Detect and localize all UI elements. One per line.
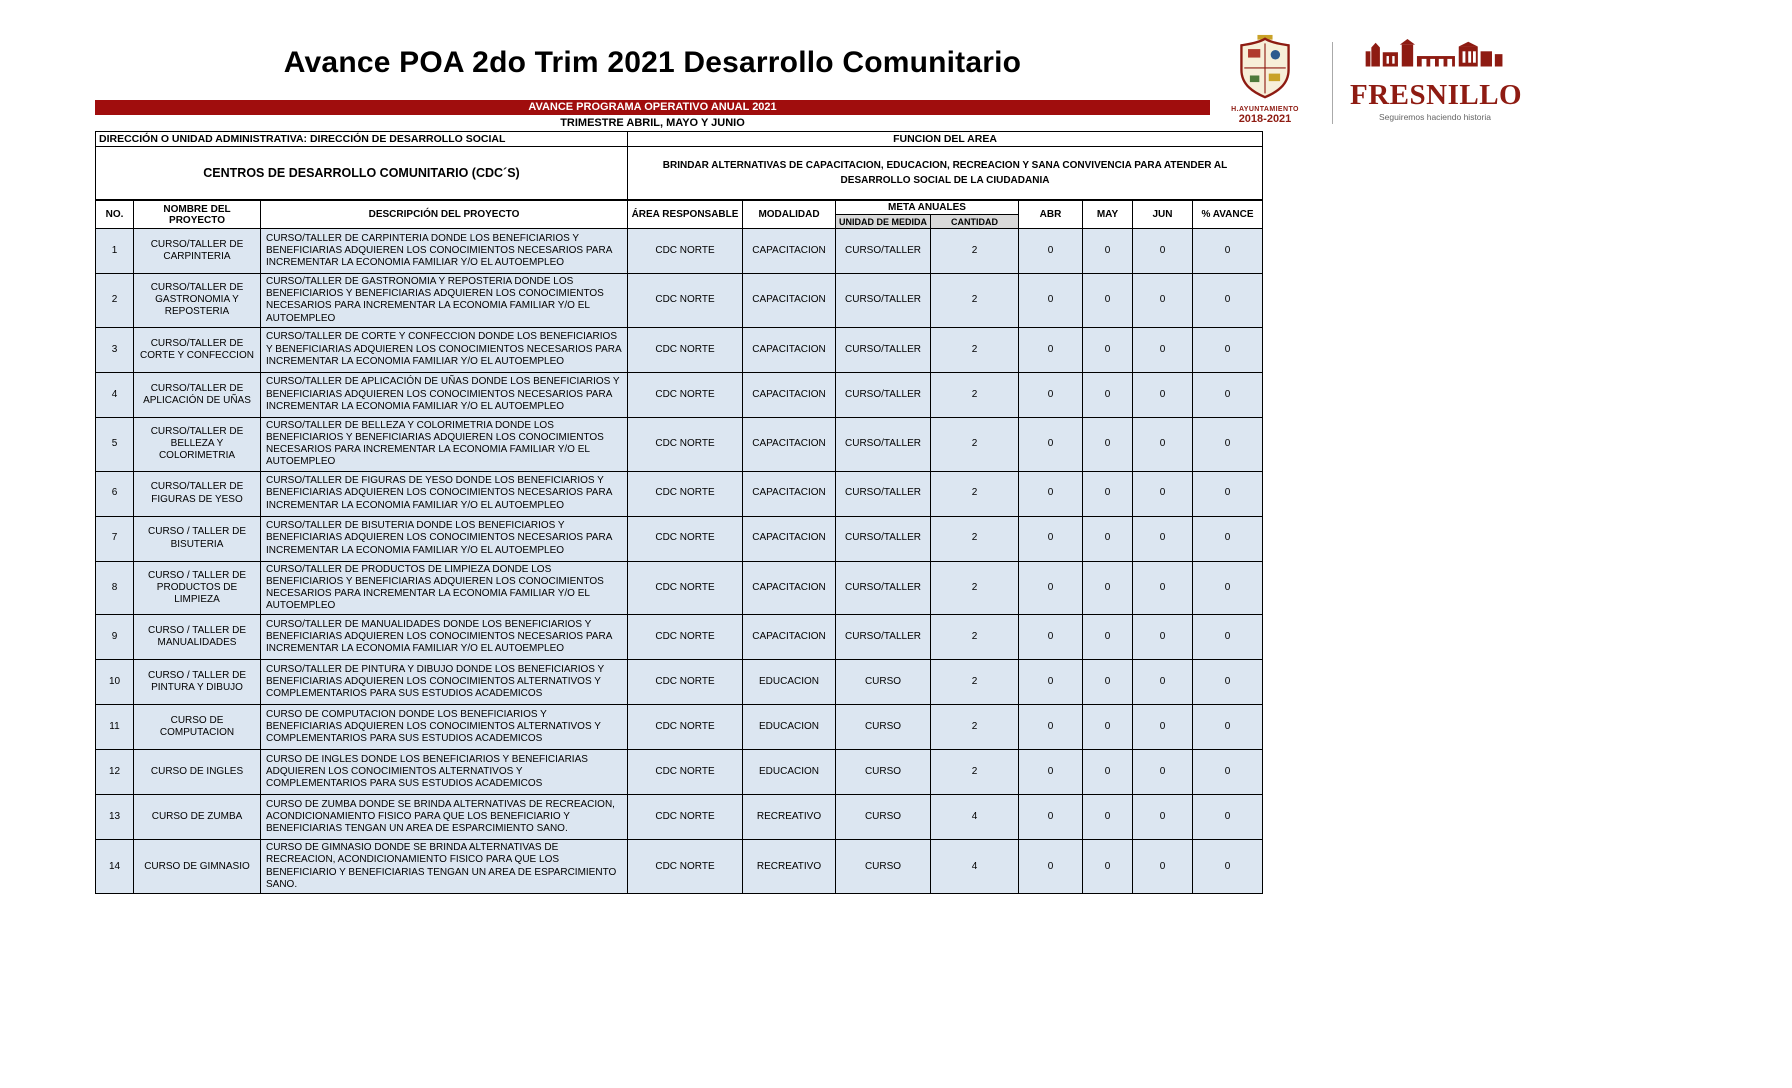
city-skyline-icon xyxy=(1360,63,1510,80)
cell-jun: 0 xyxy=(1133,615,1193,660)
cell-descripcion: CURSO/TALLER DE MANUALIDADES DONDE LOS BENEFICIARIOS Y BENEFICIARIAS ADQUIEREN LOS CONOCIMIENTOS NECESARIOS PARA INCREMENTAR LA ECONOMIA FAMILIAR Y/O EL AUTOEMPLEO xyxy=(261,615,628,660)
cell-avance: 0 xyxy=(1193,417,1263,471)
cell-descripcion: CURSO/TALLER DE PRODUCTOS DE LIMPIEZA DONDE LOS BENEFICIARIOS Y BENEFICIARIAS ADQUIEREN LOS CONOCIMIENTOS NECESARIOS PARA INCREMENTAR LA ECONOMIA FAMILIAR Y/O EL AUTOEMPLEO xyxy=(261,561,628,615)
cell-avance: 0 xyxy=(1193,705,1263,750)
cell-modalidad: CAPACITACION xyxy=(743,417,836,471)
cell-may: 0 xyxy=(1083,795,1133,840)
col-header-nombre: NOMBRE DEL PROYECTO xyxy=(134,201,261,229)
table-row xyxy=(96,705,1263,750)
ayuntamiento-label: H.AYUNTAMIENTO xyxy=(1231,106,1299,113)
table-row xyxy=(96,750,1263,795)
table-row xyxy=(96,516,1263,561)
cell-no: 4 xyxy=(96,372,134,417)
cell-abr: 0 xyxy=(1019,840,1083,894)
direccion-label: DIRECCIÓN O UNIDAD ADMINISTRATIVA: DIRECCIÓN DE DESARROLLO SOCIAL xyxy=(96,132,628,147)
cell-modalidad: EDUCACION xyxy=(743,660,836,705)
col-header-meta: META ANUALES xyxy=(836,201,1019,215)
cell-avance: 0 xyxy=(1193,750,1263,795)
col-header-no: NO. xyxy=(96,201,134,229)
cell-nombre: CURSO/TALLER DE GASTRONOMIA Y REPOSTERIA xyxy=(134,274,261,328)
cell-unidad: CURSO/TALLER xyxy=(836,372,931,417)
cell-cantidad: 2 xyxy=(931,561,1019,615)
col-header-modalidad: MODALIDAD xyxy=(743,201,836,229)
cell-may: 0 xyxy=(1083,372,1133,417)
cell-may: 0 xyxy=(1083,840,1133,894)
cell-unidad: CURSO xyxy=(836,660,931,705)
cell-may: 0 xyxy=(1083,471,1133,516)
cell-no: 13 xyxy=(96,795,134,840)
cell-abr: 0 xyxy=(1019,229,1083,274)
cell-nombre: CURSO/TALLER DE APLICACIÓN DE UÑAS xyxy=(134,372,261,417)
cell-cantidad: 2 xyxy=(931,417,1019,471)
cell-jun: 0 xyxy=(1133,660,1193,705)
cell-modalidad: EDUCACION xyxy=(743,705,836,750)
projects-table xyxy=(95,200,1263,894)
cell-nombre: CURSO/TALLER DE CARPINTERIA xyxy=(134,229,261,274)
cell-avance: 0 xyxy=(1193,327,1263,372)
cell-jun: 0 xyxy=(1133,705,1193,750)
cell-cantidad: 2 xyxy=(931,372,1019,417)
table-row xyxy=(96,840,1263,894)
cell-jun: 0 xyxy=(1133,327,1193,372)
cell-avance: 0 xyxy=(1193,372,1263,417)
cell-unidad: CURSO/TALLER xyxy=(836,417,931,471)
cell-cantidad: 2 xyxy=(931,274,1019,328)
col-header-avance: % AVANCE xyxy=(1193,201,1263,229)
cell-cantidad: 2 xyxy=(931,615,1019,660)
trimester-subtitle: TRIMESTRE ABRIL, MAYO Y JUNIO xyxy=(560,117,745,129)
info-table xyxy=(95,131,1263,200)
cell-cantidad: 2 xyxy=(931,229,1019,274)
cell-descripcion: CURSO/TALLER DE CORTE Y CONFECCION DONDE LOS BENEFICIARIOS Y BENEFICIARIAS ADQUIEREN LOS CONOCIMIENTOS NECESARIOS PARA INCREMENTAR LA ECONOMIA FAMILIAR Y/O EL AUTOEMPLEO xyxy=(261,327,628,372)
cell-no: 1 xyxy=(96,229,134,274)
cell-abr: 0 xyxy=(1019,471,1083,516)
cell-abr: 0 xyxy=(1019,516,1083,561)
cell-area: CDC NORTE xyxy=(628,750,743,795)
cell-cantidad: 2 xyxy=(931,660,1019,705)
cell-nombre: CURSO / TALLER DE MANUALIDADES xyxy=(134,615,261,660)
cell-area: CDC NORTE xyxy=(628,660,743,705)
cell-avance: 0 xyxy=(1193,615,1263,660)
cell-area: CDC NORTE xyxy=(628,795,743,840)
cell-area: CDC NORTE xyxy=(628,327,743,372)
cell-may: 0 xyxy=(1083,229,1133,274)
cell-no: 11 xyxy=(96,705,134,750)
logo-divider xyxy=(1332,42,1333,124)
cell-jun: 0 xyxy=(1133,471,1193,516)
col-header-descripcion: DESCRIPCIÓN DEL PROYECTO xyxy=(261,201,628,229)
cell-abr: 0 xyxy=(1019,417,1083,471)
cell-unidad: CURSO/TALLER xyxy=(836,561,931,615)
cell-nombre: CURSO / TALLER DE BISUTERIA xyxy=(134,516,261,561)
cell-unidad: CURSO/TALLER xyxy=(836,471,931,516)
cell-may: 0 xyxy=(1083,561,1133,615)
table-row xyxy=(96,795,1263,840)
cell-area: CDC NORTE xyxy=(628,516,743,561)
cell-may: 0 xyxy=(1083,750,1133,795)
table-row xyxy=(96,561,1263,615)
cell-descripcion: CURSO/TALLER DE GASTRONOMIA Y REPOSTERIA DONDE LOS BENEFICIARIOS Y BENEFICIARIAS ADQUIEREN LOS CONOCIMIENTOS NECESARIOS PARA INCREMENTAR LA ECONOMIA FAMILIAR Y/O EL AUTOEMPLEO xyxy=(261,274,628,328)
cell-nombre: CURSO/TALLER DE FIGURAS DE YESO xyxy=(134,471,261,516)
cell-nombre: CURSO DE INGLES xyxy=(134,750,261,795)
cell-may: 0 xyxy=(1083,274,1133,328)
col-header-may: MAY xyxy=(1083,201,1133,229)
cell-no: 14 xyxy=(96,840,134,894)
area-name: CENTROS DE DESARROLLO COMUNITARIO (CDC´S) xyxy=(96,147,628,200)
cell-avance: 0 xyxy=(1193,229,1263,274)
cell-jun: 0 xyxy=(1133,516,1193,561)
cell-descripcion: CURSO/TALLER DE FIGURAS DE YESO DONDE LOS BENEFICIARIOS Y BENEFICIARIAS ADQUIEREN LOS CONOCIMIENTOS NECESARIOS PARA INCREMENTAR LA ECONOMIA FAMILIAR Y/O EL AUTOEMPLEO xyxy=(261,471,628,516)
table-row xyxy=(96,229,1263,274)
cell-jun: 0 xyxy=(1133,274,1193,328)
cell-descripcion: CURSO DE ZUMBA DONDE SE BRINDA ALTERNATIVAS DE RECREACION, ACONDICIONAMIENTO FISICO PARA QUE LOS BENEFICIARIO Y BENEFICIARIAS TENGAN UN AREA DE ESPARCIMIENTO SANO. xyxy=(261,795,628,840)
cell-area: CDC NORTE xyxy=(628,561,743,615)
cell-modalidad: CAPACITACION xyxy=(743,471,836,516)
cell-area: CDC NORTE xyxy=(628,840,743,894)
cell-no: 3 xyxy=(96,327,134,372)
cell-unidad: CURSO xyxy=(836,840,931,894)
cell-cantidad: 2 xyxy=(931,327,1019,372)
cell-cantidad: 4 xyxy=(931,840,1019,894)
cell-unidad: CURSO/TALLER xyxy=(836,516,931,561)
cell-jun: 0 xyxy=(1133,750,1193,795)
cell-no: 2 xyxy=(96,274,134,328)
cell-nombre: CURSO DE ZUMBA xyxy=(134,795,261,840)
cell-no: 10 xyxy=(96,660,134,705)
cell-unidad: CURSO xyxy=(836,750,931,795)
cell-no: 8 xyxy=(96,561,134,615)
cell-nombre: CURSO DE GIMNASIO xyxy=(134,840,261,894)
table-row xyxy=(96,274,1263,328)
cell-jun: 0 xyxy=(1133,561,1193,615)
cell-avance: 0 xyxy=(1193,660,1263,705)
cell-descripcion: CURSO/TALLER DE PINTURA Y DIBUJO DONDE LOS BENEFICIARIOS Y BENEFICIARIAS ADQUIEREN LOS CONOCIMIENTOS ALTERNATIVOS Y COMPLEMENTARIOS PARA SUS ESTUDIOS ACADEMICOS xyxy=(261,660,628,705)
table-row xyxy=(96,327,1263,372)
cell-abr: 0 xyxy=(1019,372,1083,417)
table-row xyxy=(96,660,1263,705)
cell-modalidad: RECREATIVO xyxy=(743,840,836,894)
cell-jun: 0 xyxy=(1133,417,1193,471)
funcion-text: BRINDAR ALTERNATIVAS DE CAPACITACION, EDUCACION, RECREACION Y SANA CONVIVENCIA PARA ATENDER AL DESARROLLO SOCIAL DE LA CIUDADANIA xyxy=(628,147,1263,200)
table-row xyxy=(96,615,1263,660)
funcion-header: FUNCION DEL AREA xyxy=(628,132,1263,147)
cell-avance: 0 xyxy=(1193,795,1263,840)
cell-area: CDC NORTE xyxy=(628,615,743,660)
cell-unidad: CURSO/TALLER xyxy=(836,274,931,328)
program-banner: AVANCE PROGRAMA OPERATIVO ANUAL 2021 xyxy=(95,100,1210,115)
cell-unidad: CURSO xyxy=(836,795,931,840)
cell-nombre: CURSO / TALLER DE PRODUCTOS DE LIMPIEZA xyxy=(134,561,261,615)
cell-modalidad: CAPACITACION xyxy=(743,372,836,417)
cell-descripcion: CURSO/TALLER DE BELLEZA Y COLORIMETRIA DONDE LOS BENEFICIARIOS Y BENEFICIARIAS ADQUIEREN LOS CONOCIMIENTOS NECESARIOS PARA INCREMENTAR LA ECONOMIA FAMILIAR Y/O EL AUTOEMPLEO xyxy=(261,417,628,471)
cell-modalidad: EDUCACION xyxy=(743,750,836,795)
cell-abr: 0 xyxy=(1019,561,1083,615)
cell-may: 0 xyxy=(1083,615,1133,660)
cell-abr: 0 xyxy=(1019,795,1083,840)
table-body xyxy=(96,229,1263,894)
cell-jun: 0 xyxy=(1133,795,1193,840)
col-header-abr: ABR xyxy=(1019,201,1083,229)
cell-abr: 0 xyxy=(1019,274,1083,328)
cell-no: 12 xyxy=(96,750,134,795)
cell-nombre: CURSO/TALLER DE CORTE Y CONFECCION xyxy=(134,327,261,372)
cell-nombre: CURSO DE COMPUTACION xyxy=(134,705,261,750)
cell-jun: 0 xyxy=(1133,372,1193,417)
cell-area: CDC NORTE xyxy=(628,705,743,750)
table-row xyxy=(96,372,1263,417)
cell-jun: 0 xyxy=(1133,840,1193,894)
cell-no: 9 xyxy=(96,615,134,660)
cell-area: CDC NORTE xyxy=(628,229,743,274)
cell-may: 0 xyxy=(1083,660,1133,705)
table-row xyxy=(96,417,1263,471)
fresnillo-wordmark: FRESNILLO xyxy=(1350,79,1523,111)
cell-descripcion: CURSO DE GIMNASIO DONDE SE BRINDA ALTERNATIVAS DE RECREACION, ACONDICIONAMIENTO FISICO PARA QUE LOS BENEFICIARIO Y BENEFICIARIAS TENGAN UN AREA DE ESPARCIMIENTO SANO. xyxy=(261,840,628,894)
cell-modalidad: CAPACITACION xyxy=(743,274,836,328)
fresnillo-logo xyxy=(1350,38,1523,122)
cell-descripcion: CURSO/TALLER DE BISUTERIA DONDE LOS BENEFICIARIOS Y BENEFICIARIAS ADQUIEREN LOS CONOCIMIENTOS NECESARIOS PARA INCREMENTAR LA ECONOMIA FAMILIAR Y/O EL AUTOEMPLEO xyxy=(261,516,628,561)
cell-may: 0 xyxy=(1083,327,1133,372)
cell-abr: 0 xyxy=(1019,750,1083,795)
cell-unidad: CURSO/TALLER xyxy=(836,229,931,274)
cell-cantidad: 2 xyxy=(931,471,1019,516)
cell-avance: 0 xyxy=(1193,561,1263,615)
cell-jun: 0 xyxy=(1133,229,1193,274)
cell-descripcion: CURSO DE COMPUTACION DONDE LOS BENEFICIARIOS Y BENEFICIARIAS ADQUIEREN LOS CONOCIMIENTOS ALTERNATIVOS Y COMPLEMENTARIOS PARA SUS ESTUDIOS ACADEMICOS xyxy=(261,705,628,750)
cell-cantidad: 2 xyxy=(931,750,1019,795)
cell-modalidad: CAPACITACION xyxy=(743,561,836,615)
cell-no: 5 xyxy=(96,417,134,471)
cell-avance: 0 xyxy=(1193,274,1263,328)
cell-descripcion: CURSO DE INGLES DONDE LOS BENEFICIARIOS Y BENEFICIARIAS ADQUIEREN LOS CONOCIMIENTOS ALTERNATIVOS Y COMPLEMENTARIOS PARA SUS ESTUDIOS ACADEMICOS xyxy=(261,750,628,795)
cell-modalidad: CAPACITACION xyxy=(743,327,836,372)
cell-cantidad: 2 xyxy=(931,516,1019,561)
cell-area: CDC NORTE xyxy=(628,274,743,328)
table-header xyxy=(96,201,1263,229)
cell-avance: 0 xyxy=(1193,840,1263,894)
cell-abr: 0 xyxy=(1019,615,1083,660)
cell-may: 0 xyxy=(1083,516,1133,561)
cell-area: CDC NORTE xyxy=(628,372,743,417)
cell-modalidad: RECREATIVO xyxy=(743,795,836,840)
cell-no: 7 xyxy=(96,516,134,561)
cell-avance: 0 xyxy=(1193,471,1263,516)
ayuntamiento-years: 2018-2021 xyxy=(1238,113,1292,125)
cell-area: CDC NORTE xyxy=(628,471,743,516)
cell-abr: 0 xyxy=(1019,705,1083,750)
cell-unidad: CURSO/TALLER xyxy=(836,615,931,660)
cell-cantidad: 4 xyxy=(931,795,1019,840)
table-row xyxy=(96,471,1263,516)
col-header-jun: JUN xyxy=(1133,201,1193,229)
cell-modalidad: CAPACITACION xyxy=(743,615,836,660)
cell-abr: 0 xyxy=(1019,660,1083,705)
cell-nombre: CURSO / TALLER DE PINTURA Y DIBUJO xyxy=(134,660,261,705)
cell-unidad: CURSO xyxy=(836,705,931,750)
col-header-unidad: UNIDAD DE MEDIDA xyxy=(836,215,931,229)
cell-descripcion: CURSO/TALLER DE CARPINTERIA DONDE LOS BENEFICIARIOS Y BENEFICIARIAS ADQUIEREN LOS CONOCIMIENTOS NECESARIOS PARA INCREMENTAR LA ECONOMIA FAMILIAR Y/O EL AUTOEMPLEO xyxy=(261,229,628,274)
cell-unidad: CURSO/TALLER xyxy=(836,327,931,372)
cell-may: 0 xyxy=(1083,705,1133,750)
page-title: Avance POA 2do Trim 2021 Desarrollo Comunitario xyxy=(283,46,1022,79)
fresnillo-tagline: Seguiremos haciendo historia xyxy=(1379,112,1491,122)
cell-may: 0 xyxy=(1083,417,1133,471)
cell-avance: 0 xyxy=(1193,516,1263,561)
cell-modalidad: CAPACITACION xyxy=(743,516,836,561)
cell-area: CDC NORTE xyxy=(628,417,743,471)
cell-modalidad: CAPACITACION xyxy=(743,229,836,274)
cell-descripcion: CURSO/TALLER DE APLICACIÓN DE UÑAS DONDE LOS BENEFICIARIOS Y BENEFICIARIAS ADQUIEREN LOS CONOCIMIENTOS NECESARIOS PARA INCREMENTAR LA ECONOMIA FAMILIAR Y/O EL AUTOEMPLEO xyxy=(261,372,628,417)
cell-abr: 0 xyxy=(1019,327,1083,372)
col-header-cantidad: CANTIDAD xyxy=(931,215,1019,229)
cell-cantidad: 2 xyxy=(931,705,1019,750)
cell-nombre: CURSO/TALLER DE BELLEZA Y COLORIMETRIA xyxy=(134,417,261,471)
col-header-area: ÁREA RESPONSABLE xyxy=(628,201,743,229)
cell-no: 6 xyxy=(96,471,134,516)
report-sheet xyxy=(95,100,1262,894)
